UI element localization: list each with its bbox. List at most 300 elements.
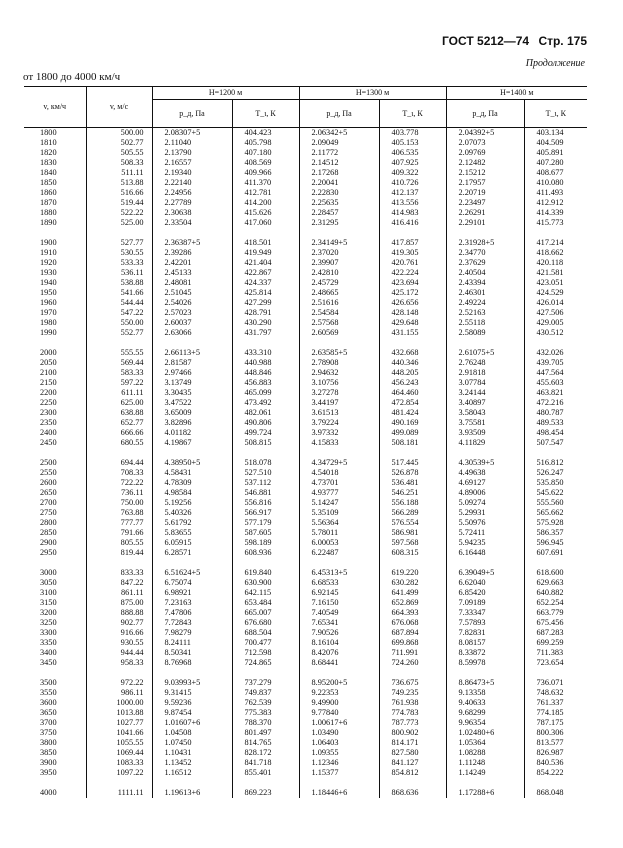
cell-v-ms: 1069.44 [86,748,152,758]
cell-t-1200: 828.172 [232,748,299,758]
cell-p-1300: 2.37020 [299,248,379,258]
cell-t-1200: 427.299 [232,298,299,308]
cell-p-1200: 1.01607+6 [152,718,232,728]
cell-p-1200: 6.98921 [152,588,232,598]
spacer-cell [152,558,232,568]
cell-v-kmh: 4000 [40,788,57,797]
spacer-cell [299,338,379,348]
table-row [24,418,587,428]
spacer-cell [232,778,299,788]
cell-v-kmh: 1810 [40,138,57,147]
cell-p-1300: 2.63585+5 [299,348,379,358]
cell-p-1200: 2.08307+5 [152,128,232,139]
cell-t-1300: 405.153 [379,138,446,148]
page-header [24,34,587,54]
cell-t-1300: 641.499 [379,588,446,598]
cell-v-ms: 805.55 [86,538,152,548]
cell-p-1400: 4.30539+5 [446,458,524,468]
cell-p-1400: 4.11829 [446,438,524,448]
cell-p-1200: 2.81587 [152,358,232,368]
cell-v-kmh: 2500 [40,458,57,467]
cell-p-1300: 4.73701 [299,478,379,488]
spacer-cell [232,338,299,348]
cell-p-1200: 3.30435 [152,388,232,398]
cell-p-1200: 7.23163 [152,598,232,608]
cell-t-1200: 456.883 [232,378,299,388]
cell-t-1200: 577.179 [232,518,299,528]
cell-v-kmh: 3650 [40,708,57,717]
cell-v-ms: 1111.11 [86,788,152,798]
cell-t-1200: 676.680 [232,618,299,628]
cell-p-1200: 4.01182 [152,428,232,438]
cell-t-1400: 405.891 [524,148,587,158]
cell-p-1200: 2.63066 [152,328,232,338]
col-v-kmh: v, км/ч [24,87,86,128]
spacer-cell [24,668,86,678]
cell-t-1400: 555.560 [524,498,587,508]
cell-p-1200: 5.83655 [152,528,232,538]
spacer-cell [524,228,587,238]
cell-p-1400: 2.76248 [446,358,524,368]
table-row [24,208,587,218]
cell-t-1400: 723.654 [524,658,587,668]
col-t-1400: T_ι, К [524,100,587,128]
cell-p-1200: 2.30638 [152,208,232,218]
cell-v-kmh: 1900 [40,238,57,247]
cell-v-kmh: 3850 [40,748,57,757]
cell-p-1200: 2.57023 [152,308,232,318]
cell-t-1300: 774.783 [379,708,446,718]
spacer-cell [379,448,446,458]
cell-v-kmh: 1950 [40,288,57,297]
cell-t-1300: 854.812 [379,768,446,778]
cell-t-1400: 736.071 [524,678,587,688]
table-row [24,488,587,498]
table-row [24,708,587,718]
cell-p-1300: 3.27278 [299,388,379,398]
cell-v-ms: 694.44 [86,458,152,468]
cell-t-1400: 787.175 [524,718,587,728]
cell-p-1300: 1.18446+6 [299,788,379,798]
cell-p-1400: 1.14249 [446,768,524,778]
cell-p-1200: 8.50341 [152,648,232,658]
cell-p-1300: 2.78908 [299,358,379,368]
cell-p-1300: 2.54584 [299,308,379,318]
cell-t-1400: 607.691 [524,548,587,558]
cell-p-1300: 2.48665 [299,288,379,298]
range-title: от 1800 до 4000 км/ч [23,71,121,83]
cell-p-1300: 4.34729+5 [299,458,379,468]
cell-t-1200: 855.401 [232,768,299,778]
spacer-cell [232,228,299,238]
cell-p-1200: 5.19256 [152,498,232,508]
cell-p-1300: 8.95200+5 [299,678,379,688]
cell-v-kmh: 3300 [40,628,57,637]
cell-v-ms: 791.66 [86,528,152,538]
cell-p-1300: 6.92145 [299,588,379,598]
table-row [24,508,587,518]
spacer-cell [24,228,86,238]
table-row [24,378,587,388]
table-row [24,248,587,258]
cell-p-1300: 6.45313+5 [299,568,379,578]
cell-p-1300: 2.17268 [299,168,379,178]
cell-t-1200: 421.404 [232,258,299,268]
cell-t-1300: 417.857 [379,238,446,248]
table-row [24,328,587,338]
cell-v-ms: 527.77 [86,238,152,248]
table-row [24,428,587,438]
spacer-cell [152,668,232,678]
table-row [24,578,587,588]
table-row [24,528,587,538]
cell-v-ms: 972.22 [86,678,152,688]
table-row [24,478,587,488]
cell-t-1400: 420.118 [524,258,587,268]
cell-p-1200: 7.98279 [152,628,232,638]
cell-t-1200: 546.881 [232,488,299,498]
cell-p-1400: 9.96354 [446,718,524,728]
col-p-1400: p_д, Па [446,100,524,128]
cell-p-1400: 5.50976 [446,518,524,528]
cell-p-1200: 2.13790 [152,148,232,158]
cell-p-1300: 8.68441 [299,658,379,668]
spacer-cell [24,558,86,568]
cell-t-1200: 737.279 [232,678,299,688]
cell-t-1400: 480.787 [524,408,587,418]
cell-v-ms: 505.55 [86,148,152,158]
cell-p-1400: 8.86473+5 [446,678,524,688]
table-row [24,148,587,158]
cell-t-1200: 465.099 [232,388,299,398]
cell-t-1300: 508.181 [379,438,446,448]
cell-v-kmh: 3100 [40,588,57,597]
cell-v-kmh: 3350 [40,638,57,647]
cell-p-1200: 2.39286 [152,248,232,258]
cell-t-1200: 788.370 [232,718,299,728]
table-row [24,158,587,168]
cell-v-ms: 1055.55 [86,738,152,748]
cell-p-1400: 3.40897 [446,398,524,408]
cell-p-1200: 4.98584 [152,488,232,498]
spacer-cell [299,558,379,568]
cell-p-1400: 3.07784 [446,378,524,388]
cell-v-ms: 502.77 [86,138,152,148]
cell-p-1300: 2.45729 [299,278,379,288]
cell-t-1300: 420.761 [379,258,446,268]
cell-p-1400: 2.34770 [446,248,524,258]
cell-t-1200: 518.078 [232,458,299,468]
cell-p-1400: 2.20719 [446,188,524,198]
cell-v-kmh: 2800 [40,518,57,527]
cell-p-1200: 5.61792 [152,518,232,528]
col-p-1200: p_д, Па [152,100,232,128]
cell-v-ms: 547.22 [86,308,152,318]
cell-v-kmh: 3950 [40,768,57,777]
cell-t-1300: 800.902 [379,728,446,738]
cell-p-1300: 6.00053 [299,538,379,548]
cell-t-1400: 748.632 [524,688,587,698]
cell-p-1400: 2.43394 [446,278,524,288]
cell-t-1300: 464.460 [379,388,446,398]
cell-t-1200: 801.497 [232,728,299,738]
spacer-cell [446,778,524,788]
cell-t-1300: 699.868 [379,638,446,648]
cell-p-1200: 2.16557 [152,158,232,168]
cell-t-1300: 409.322 [379,168,446,178]
cell-t-1300: 414.983 [379,208,446,218]
cell-p-1400: 2.49224 [446,298,524,308]
spacer-cell [152,448,232,458]
cell-p-1400: 9.13358 [446,688,524,698]
cell-t-1200: 424.337 [232,278,299,288]
spacer-cell [524,448,587,458]
group-h1300: H=1300 м [299,87,446,100]
cell-p-1400: 6.16448 [446,548,524,558]
cell-p-1200: 2.19340 [152,168,232,178]
spacer-cell [379,558,446,568]
cell-t-1300: 536.481 [379,478,446,488]
cell-v-ms: 736.11 [86,488,152,498]
cell-p-1200: 4.19867 [152,438,232,448]
cell-t-1400: 535.850 [524,478,587,488]
cell-v-kmh: 2000 [40,348,57,357]
table-row [24,128,587,139]
cell-p-1300: 9.22353 [299,688,379,698]
cell-t-1200: 431.797 [232,328,299,338]
cell-v-kmh: 2950 [40,548,57,557]
cell-t-1400: 575.928 [524,518,587,528]
cell-p-1300: 1.12346 [299,758,379,768]
cell-v-kmh: 1920 [40,258,57,267]
cell-p-1200: 2.45133 [152,268,232,278]
cell-v-ms: 583.33 [86,368,152,378]
cell-t-1300: 814.171 [379,738,446,748]
spacer-cell [299,228,379,238]
table-row [24,278,587,288]
cell-t-1300: 868.636 [379,788,446,798]
cell-v-kmh: 1890 [40,218,57,227]
cell-t-1300: 428.148 [379,308,446,318]
cell-p-1400: 1.17288+6 [446,788,524,798]
spacer-cell [152,778,232,788]
cell-p-1200: 2.24956 [152,188,232,198]
cell-p-1300: 2.42810 [299,268,379,278]
cell-p-1400: 3.75581 [446,418,524,428]
cell-p-1300: 2.39907 [299,258,379,268]
cell-p-1200: 7.47806 [152,608,232,618]
cell-t-1300: 736.675 [379,678,446,688]
cell-t-1200: 409.966 [232,168,299,178]
cell-t-1300: 566.289 [379,508,446,518]
cell-p-1400: 6.39049+5 [446,568,524,578]
cell-v-ms: 611.11 [86,388,152,398]
cell-v-ms: 819.44 [86,548,152,558]
cell-t-1300: 761.938 [379,698,446,708]
cell-t-1200: 418.501 [232,238,299,248]
table-row [24,788,587,798]
cell-p-1400: 6.62040 [446,578,524,588]
table-row [24,348,587,358]
cell-v-ms: 638.88 [86,408,152,418]
cell-p-1300: 2.11772 [299,148,379,158]
group-h1400: H=1400 м [446,87,587,100]
cell-t-1300: 749.235 [379,688,446,698]
cell-t-1400: 516.812 [524,458,587,468]
cell-v-ms: 833.33 [86,568,152,578]
cell-p-1300: 3.97332 [299,428,379,438]
spacer-cell [379,338,446,348]
cell-t-1200: 422.867 [232,268,299,278]
cell-p-1400: 4.49638 [446,468,524,478]
cell-t-1300: 426.656 [379,298,446,308]
cell-t-1400: 826.987 [524,748,587,758]
table-row [24,438,587,448]
cell-t-1400: 423.051 [524,278,587,288]
cell-p-1400: 2.04392+5 [446,128,524,139]
table-row [24,758,587,768]
spacer-cell [24,448,86,458]
cell-t-1200: 415.626 [232,208,299,218]
cell-t-1200: 869.223 [232,788,299,798]
cell-v-ms: 513.88 [86,178,152,188]
cell-t-1200: 407.180 [232,148,299,158]
spacer-cell [524,338,587,348]
table-row [24,498,587,508]
spacer-cell [232,668,299,678]
cell-v-kmh: 1800 [40,128,57,137]
cell-p-1200: 8.76968 [152,658,232,668]
cell-t-1300: 787.773 [379,718,446,728]
cell-p-1400: 2.07073 [446,138,524,148]
spacer-cell [524,668,587,678]
table-row [24,728,587,738]
cell-t-1400: 868.048 [524,788,587,798]
cell-v-kmh: 3700 [40,718,57,727]
cell-t-1300: 481.424 [379,408,446,418]
cell-p-1200: 2.42201 [152,258,232,268]
cell-t-1200: 499.724 [232,428,299,438]
table-row [24,268,587,278]
cell-t-1200: 527.510 [232,468,299,478]
cell-v-ms: 536.11 [86,268,152,278]
table-row [24,198,587,208]
cell-v-kmh: 3600 [40,698,57,707]
cell-p-1400: 3.58043 [446,408,524,418]
spacer-cell [24,778,86,788]
spacer-cell [86,668,152,678]
cell-p-1200: 1.10431 [152,748,232,758]
cell-t-1400: 404.509 [524,138,587,148]
cell-p-1300: 5.14247 [299,498,379,508]
cell-t-1300: 499.089 [379,428,446,438]
col-t-1300: T_ι, К [379,100,446,128]
cell-t-1200: 411.370 [232,178,299,188]
cell-t-1200: 412.781 [232,188,299,198]
cell-v-ms: 902.77 [86,618,152,628]
table-row [24,218,587,228]
cell-p-1300: 7.90526 [299,628,379,638]
cell-t-1200: 408.569 [232,158,299,168]
spacer-cell [446,448,524,458]
table-row [24,398,587,408]
cell-t-1400: 432.026 [524,348,587,358]
cell-v-ms: 944.44 [86,648,152,658]
cell-v-kmh: 1980 [40,318,57,327]
table-row [24,628,587,638]
group-h1200: H=1200 м [152,87,299,100]
table-row [24,138,587,148]
cell-p-1200: 2.66113+5 [152,348,232,358]
cell-p-1200: 3.13749 [152,378,232,388]
cell-t-1400: 472.216 [524,398,587,408]
table-row [24,748,587,758]
cell-t-1400: 652.254 [524,598,587,608]
cell-p-1200: 6.51624+5 [152,568,232,578]
cell-p-1200: 4.58431 [152,468,232,478]
cell-p-1400: 8.33872 [446,648,524,658]
table-row [24,568,587,578]
cell-t-1300: 413.556 [379,198,446,208]
cell-p-1200: 9.03993+5 [152,678,232,688]
cell-v-ms: 1041.66 [86,728,152,738]
table-row [24,598,587,608]
cell-t-1200: 619.840 [232,568,299,578]
table-row [24,288,587,298]
cell-t-1300: 687.894 [379,628,446,638]
cell-v-kmh: 2350 [40,418,57,427]
cell-p-1200: 4.38950+5 [152,458,232,468]
cell-p-1300: 6.68533 [299,578,379,588]
table-row [24,458,587,468]
cell-p-1400: 5.72411 [446,528,524,538]
cell-v-ms: 569.44 [86,358,152,368]
cell-p-1300: 1.06403 [299,738,379,748]
cell-p-1300: 4.54018 [299,468,379,478]
cell-v-kmh: 1820 [40,148,57,157]
cell-v-ms: 666.66 [86,428,152,438]
cell-t-1200: 762.539 [232,698,299,708]
cell-t-1400: 687.283 [524,628,587,638]
table-row [24,318,587,328]
cell-v-kmh: 1840 [40,168,57,177]
cell-v-kmh: 1870 [40,198,57,207]
cell-t-1400: 424.529 [524,288,587,298]
table-row [24,238,587,248]
cell-v-ms: 875.00 [86,598,152,608]
cell-t-1200: 814.765 [232,738,299,748]
cell-t-1400: 415.773 [524,218,587,228]
cell-p-1400: 7.09189 [446,598,524,608]
cell-p-1300: 1.03490 [299,728,379,738]
cell-p-1200: 5.40326 [152,508,232,518]
cell-t-1400: 417.214 [524,238,587,248]
cell-t-1200: 630.900 [232,578,299,588]
spacer-cell [524,778,587,788]
cell-p-1300: 3.44197 [299,398,379,408]
cell-v-ms: 916.66 [86,628,152,638]
cell-t-1400: 813.577 [524,738,587,748]
table-row [24,178,587,188]
table-row [24,698,587,708]
cell-v-ms: 722.22 [86,478,152,488]
cell-v-kmh: 1880 [40,208,57,217]
cell-p-1300: 1.00617+6 [299,718,379,728]
cell-t-1300: 419.305 [379,248,446,258]
cell-v-kmh: 1830 [40,158,57,167]
col-p-1300: p_д, Па [299,100,379,128]
cell-t-1300: 619.220 [379,568,446,578]
